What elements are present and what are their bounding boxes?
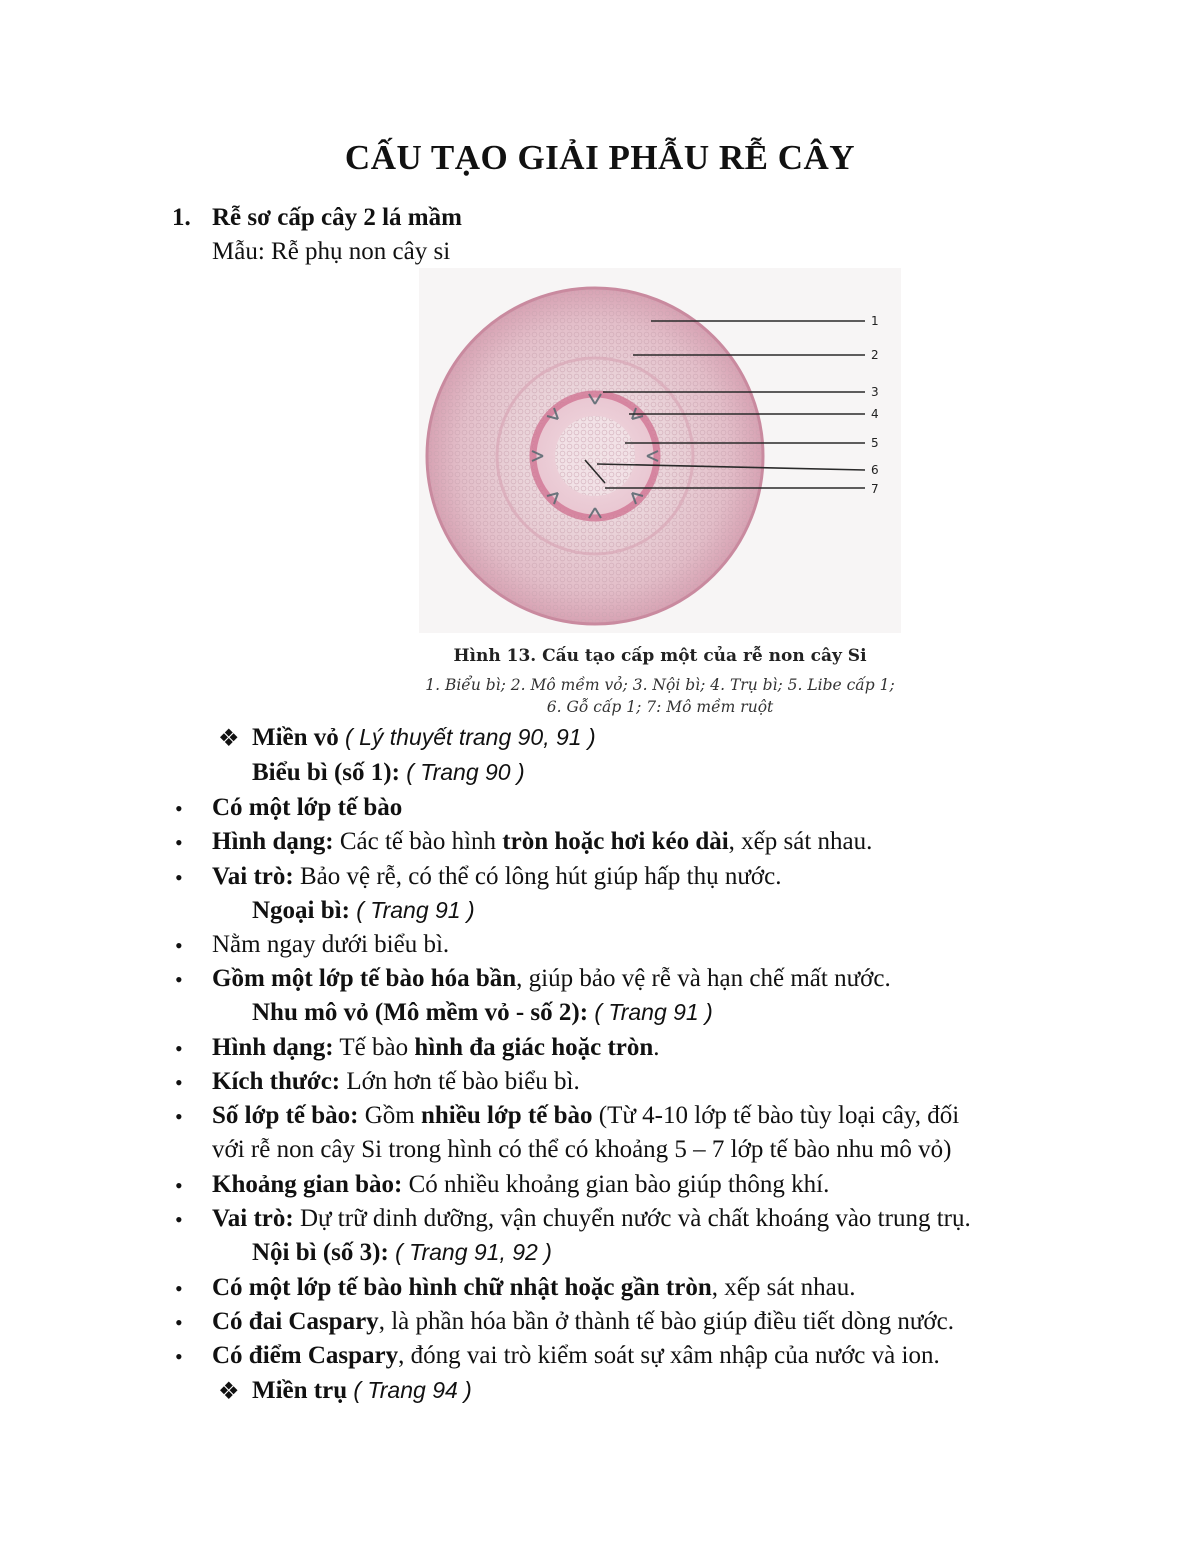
cp-b4-label: Khoảng gian bào: <box>212 1171 403 1198</box>
bullet-icon: • <box>175 1070 183 1095</box>
cp-b4-text: Có nhiều khoảng gian bào giúp thông khí. <box>402 1171 830 1198</box>
figure-label-5: 5 <box>871 436 879 450</box>
cortex-parenchyma-title: Nhu mô vỏ (Mô mềm vỏ - số 2): <box>252 999 589 1026</box>
cp-b3-label: Số lớp tế bào: <box>212 1102 359 1129</box>
list-item <box>175 863 782 891</box>
figure-label-3: 3 <box>871 385 879 399</box>
figure-legend-line-2: 6. Gỗ cấp 1; 7: Mô mềm ruột <box>546 698 774 716</box>
bullet-icon: • <box>175 1344 183 1369</box>
epidermis-b2-label: Hình dạng: <box>212 828 334 855</box>
bullet-icon: • <box>175 1104 183 1129</box>
bullet-icon: • <box>175 1276 183 1301</box>
endodermis-heading <box>252 1239 552 1267</box>
cp-b2-text: Lớn hơn tế bào biểu bì. <box>340 1068 580 1095</box>
epidermis-heading <box>252 759 525 787</box>
epidermis-ref: ( Trang 90 ) <box>406 759 525 785</box>
figure-label-6: 6 <box>871 463 879 477</box>
figure-caption-title: Hình 13. Cấu tạo cấp một của rễ non cây Si <box>453 646 867 666</box>
root-cross-section-figure <box>419 268 901 720</box>
figure-label-2: 2 <box>871 348 879 362</box>
epidermis-b2-end: , xếp sát nhau. <box>728 828 873 855</box>
cp-b5-label: Vai trò: <box>212 1205 294 1232</box>
cortex-parenchyma-heading <box>252 999 713 1027</box>
cp-b1-label: Hình dạng: <box>212 1034 334 1061</box>
epidermis-b3-text: Bảo vệ rễ, có thể có lông hút giúp hấp thụ nước. <box>293 863 782 890</box>
cp-b3-continuation: với rễ non cây Si trong hình có thể có khoảng 5 – 7 lớp tế bào nhu mô vỏ) <box>212 1136 952 1163</box>
bullet-icon: • <box>175 1036 183 1061</box>
list-item <box>175 1102 960 1130</box>
cp-b3-text: Gồm <box>358 1102 421 1129</box>
figure-label-7: 7 <box>871 482 879 496</box>
list-item <box>175 828 873 856</box>
figure-caption-legend <box>419 674 901 718</box>
bullet-icon: • <box>175 933 183 958</box>
bullet-icon: • <box>175 865 183 890</box>
figure-label-1: 1 <box>871 314 879 328</box>
endodermis-ref: ( Trang 91, 92 ) <box>395 1239 552 1265</box>
cp-b2-label: Kích thước: <box>212 1068 341 1095</box>
epidermis-b3-label: Vai trò: <box>212 863 294 890</box>
exodermis-heading <box>252 897 475 925</box>
endo-b2-text: , là phần hóa bần ở thành tế bào giúp điều tiết dòng nước. <box>378 1308 954 1335</box>
bullet-icon: • <box>175 830 183 855</box>
sample-line: Mẫu: Rễ phụ non cây si <box>212 238 451 265</box>
cp-b1-bold: hình đa giác hoặc tròn <box>414 1034 654 1061</box>
zone-cortex-heading <box>218 724 596 752</box>
cortex-parenchyma-ref: ( Trang 91 ) <box>594 999 713 1025</box>
exodermis-b2-text: , giúp bảo vệ rễ và hạn chế mất nước. <box>516 965 891 992</box>
diamond-bullet-icon: ❖ <box>218 1379 240 1405</box>
root-micrograph <box>419 268 901 633</box>
exodermis-b1: Nằm ngay dưới biểu bì. <box>212 931 450 958</box>
page-title: CẤU TẠO GIẢI PHẪU RỄ CÂY <box>344 138 856 177</box>
zone-stele-heading <box>218 1377 472 1405</box>
list-item <box>175 1171 830 1199</box>
cp-b3-bold: nhiều lớp tế bào <box>421 1102 593 1129</box>
exodermis-ref: ( Trang 91 ) <box>356 897 475 923</box>
exodermis-title: Ngoại bì: <box>252 897 350 924</box>
section-number: 1. <box>172 204 191 231</box>
zone-stele-title: Miền trụ <box>252 1377 348 1404</box>
endo-b1-text: , xếp sát nhau. <box>711 1274 856 1301</box>
zone-cortex-ref: ( Lý thuyết trang 90, 91 ) <box>345 724 596 750</box>
epidermis-title: Biểu bì (số 1): <box>252 759 400 786</box>
epidermis-b1: Có một lớp tế bào <box>212 794 403 821</box>
cp-b5-text: Dự trữ dinh dưỡng, vận chuyển nước và chất khoáng vào trung trụ. <box>293 1205 971 1232</box>
list-item <box>175 1205 971 1233</box>
epidermis-b2-text: Các tế bào hình <box>333 828 503 855</box>
list-item <box>175 1342 940 1370</box>
endodermis-title: Nội bì (số 3): <box>252 1239 389 1266</box>
zone-stele-ref: ( Trang 94 ) <box>353 1377 472 1403</box>
cp-b1-end: . <box>653 1034 660 1061</box>
endo-b1-bold: Có một lớp tế bào hình chữ nhật hoặc gần tròn <box>212 1274 712 1301</box>
list-item <box>175 965 891 993</box>
epidermis-b2-bold: tròn hoặc hơi kéo dài <box>502 828 729 855</box>
bullet-icon: • <box>175 1310 183 1335</box>
cp-b1-text: Tế bào <box>333 1034 415 1061</box>
section-title: Rễ sơ cấp cây 2 lá mầm <box>212 204 462 231</box>
list-item <box>175 794 403 822</box>
list-item <box>175 1034 660 1062</box>
section-heading <box>172 204 462 232</box>
bullet-icon: • <box>175 967 183 992</box>
endo-b2-bold: Có đai Caspary <box>212 1308 379 1335</box>
bullet-icon: • <box>175 1207 183 1232</box>
bullet-icon: • <box>175 1173 183 1198</box>
figure-legend-line-1: 1. Biểu bì; 2. Mô mềm vỏ; 3. Nội bì; 4. Trụ bì; 5. Libe cấp 1; <box>425 676 895 694</box>
diamond-bullet-icon: ❖ <box>218 726 240 752</box>
list-item <box>175 1274 856 1302</box>
endo-b3-bold: Có điểm Caspary <box>212 1342 399 1369</box>
exodermis-b2-bold: Gồm một lớp tế bào hóa bần <box>212 965 517 992</box>
bullet-icon: • <box>175 796 183 821</box>
list-item <box>175 1308 954 1336</box>
cp-b3-end: (Từ 4-10 lớp tế bào tùy loại cây, đối <box>592 1102 960 1129</box>
zone-cortex-title: Miền vỏ <box>252 724 339 751</box>
list-item <box>175 931 450 959</box>
list-item <box>175 1068 580 1096</box>
endo-b3-text: , đóng vai trò kiểm soát sự xâm nhập của nước và ion. <box>398 1342 940 1369</box>
figure-label-4: 4 <box>871 407 879 421</box>
